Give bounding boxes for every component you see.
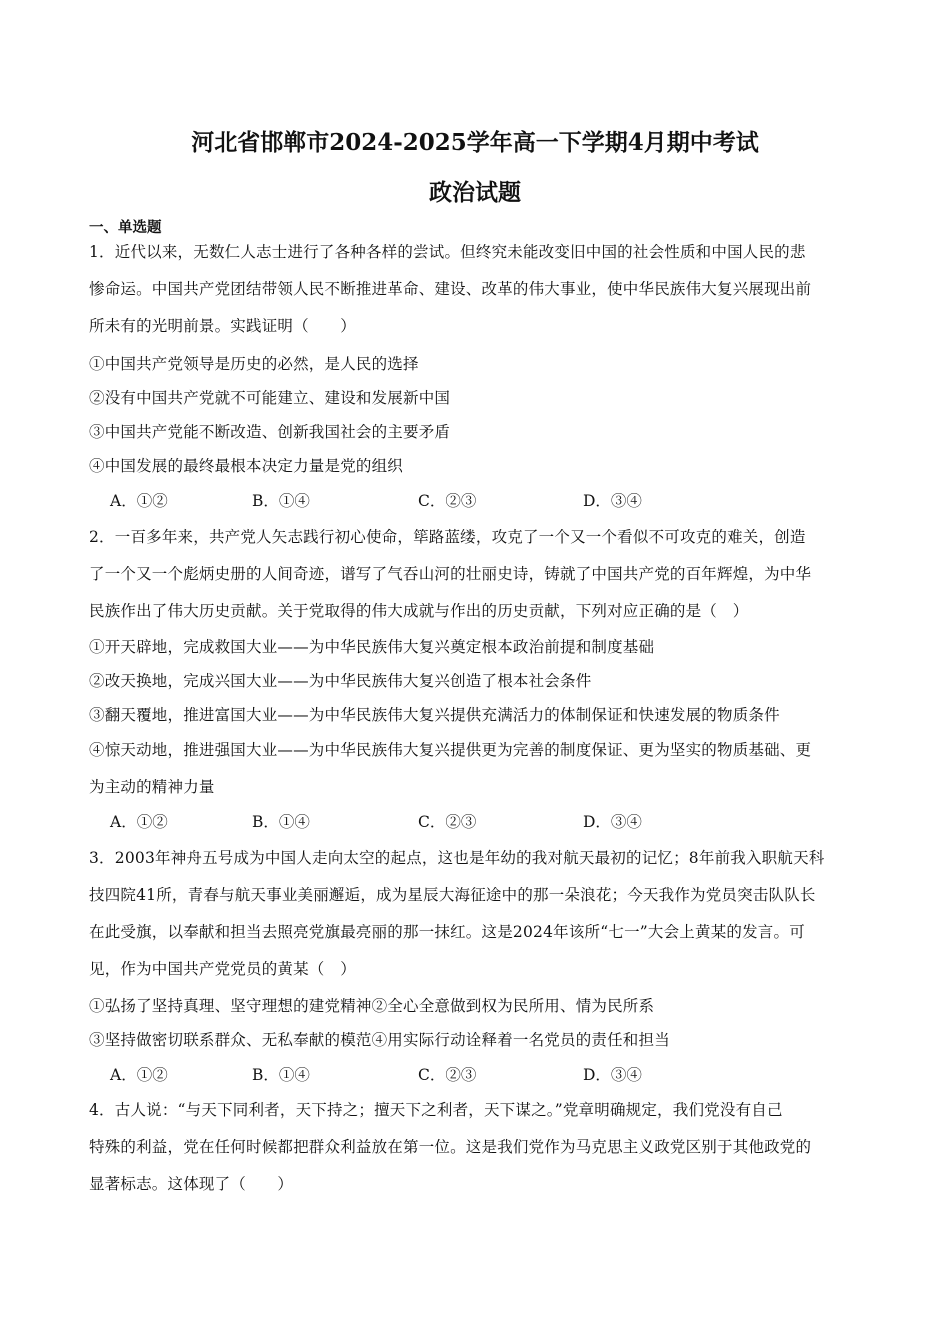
question-stem-line: 技四院41所，青春与航天事业美丽邂逅，成为星辰大海征途中的那一朵浪花；今天我作为党员突击队队长	[89, 886, 816, 904]
question-stem-line: 显著标志。这体现了（ ）	[89, 1175, 294, 1193]
option-a[interactable]: A．①②	[110, 492, 168, 510]
question-stem-line: 2．一百多年来，共产党人矢志践行初心使命，筚路蓝缕，攻克了一个又一个看似不可攻克的难关，创造	[89, 528, 806, 546]
option-d[interactable]: D．③④	[583, 813, 642, 831]
answer-options	[0, 811, 950, 833]
answer-options	[0, 490, 950, 512]
question-stem-line: 了一个又一个彪炳史册的人间奇迹，谱写了气吞山河的壮丽史诗，铸就了中国共产党的百年辉煌，为中华	[89, 565, 812, 583]
statement: ④中国发展的最终最根本决定力量是党的组织	[89, 457, 404, 475]
option-a[interactable]: A．①②	[110, 1066, 168, 1084]
question-stem-line: 3．2003年神舟五号成为中国人走向太空的起点，这也是年幼的我对航天最初的记忆；8年前我入职航天科	[89, 849, 825, 867]
option-a[interactable]: A．①②	[110, 813, 168, 831]
exam-title: 河北省邯郸市2024-2025学年高一下学期4月期中考试	[191, 129, 759, 156]
statement: ②没有中国共产党就不可能建立、建设和发展新中国	[89, 389, 451, 407]
statement: ②改天换地，完成兴国大业——为中华民族伟大复兴创造了根本社会条件	[89, 672, 592, 690]
question-stem-line: 民族作出了伟大历史贡献。关于党取得的伟大成就与作出的历史贡献，下列对应正确的是（ ）	[89, 602, 749, 620]
question-stem-line: 惨命运。中国共产党团结带领人民不断推进革命、建设、改革的伟大事业，使中华民族伟大复兴展现出前	[89, 280, 812, 298]
question-stem-line: 见，作为中国共产党党员的黄某（ ）	[89, 960, 356, 978]
option-d[interactable]: D．③④	[583, 492, 642, 510]
option-d[interactable]: D．③④	[583, 1066, 642, 1084]
question-stem-line: 在此受旗，以奉献和担当去照亮党旗最亮丽的那一抹红。这是2024年该所“七一”大会上黄某的发言。可	[89, 923, 805, 941]
option-c[interactable]: C．②③	[418, 492, 477, 510]
section-heading: 一、单选题	[89, 219, 162, 236]
statement: 为主动的精神力量	[89, 778, 215, 796]
question-stem-line: 4．古人说：“与天下同利者，天下持之；擅天下之利者，天下谋之。”党章明确规定，我们党没有自己	[89, 1101, 783, 1119]
statement: ①中国共产党领导是历史的必然，是人民的选择	[89, 355, 419, 373]
question-stem-line: 1．近代以来，无数仁人志士进行了各种各样的尝试。但终究未能改变旧中国的社会性质和中国人民的悲	[89, 243, 806, 261]
option-c[interactable]: C．②③	[418, 813, 477, 831]
question-stem-line: 特殊的利益，党在任何时候都把群众利益放在第一位。这是我们党作为马克思主义政党区别于其他政党的	[89, 1138, 812, 1156]
option-b[interactable]: B．①④	[252, 813, 310, 831]
statement: ①弘扬了坚持真理、坚守理想的建党精神②全心全意做到权为民所用、情为民所系	[89, 997, 655, 1015]
statement: ④惊天动地，推进强国大业——为中华民族伟大复兴提供更为完善的制度保证、更为坚实的物质基础、更	[89, 741, 812, 759]
answer-options	[0, 1064, 950, 1086]
statement: ③中国共产党能不断改造、创新我国社会的主要矛盾	[89, 423, 451, 441]
exam-subtitle: 政治试题	[429, 179, 521, 206]
option-c[interactable]: C．②③	[418, 1066, 477, 1084]
option-b[interactable]: B．①④	[252, 1066, 310, 1084]
statement: ①开天辟地，完成救国大业——为中华民族伟大复兴奠定根本政治前提和制度基础	[89, 638, 655, 656]
statement: ③翻天覆地，推进富国大业——为中华民族伟大复兴提供充满活力的体制保证和快速发展的物质条件	[89, 706, 780, 724]
option-b[interactable]: B．①④	[252, 492, 310, 510]
statement: ③坚持做密切联系群众、无私奉献的模范④用实际行动诠释着一名党员的责任和担当	[89, 1031, 670, 1049]
question-stem-line: 所未有的光明前景。实践证明（ ）	[89, 317, 356, 335]
